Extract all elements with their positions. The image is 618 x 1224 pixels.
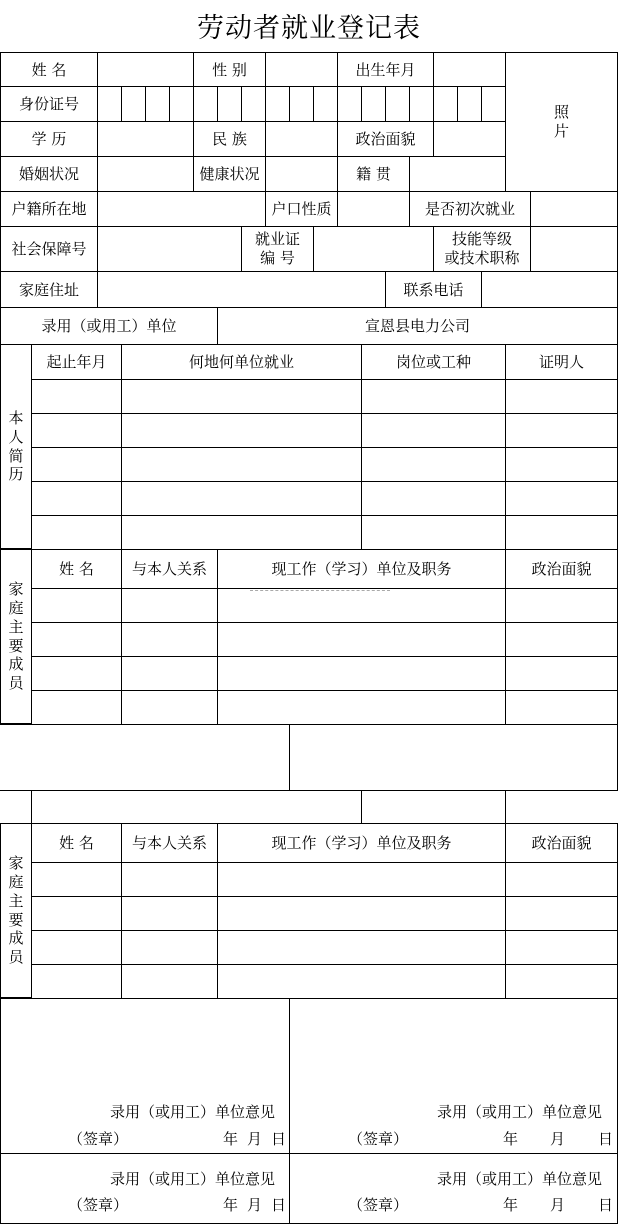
family-cell[interactable] (217, 690, 506, 725)
birth-field[interactable] (433, 52, 506, 87)
address-field[interactable] (97, 271, 386, 308)
family-cell[interactable] (217, 622, 506, 657)
date-month: 月 (550, 1196, 566, 1214)
employer-value[interactable] (217, 307, 618, 345)
resume-header-witness-text: 证明人 (538, 353, 584, 371)
id-digit-box[interactable] (361, 86, 386, 122)
first-job-field[interactable] (530, 191, 618, 227)
family-header-relation-text: 与本人关系 (131, 834, 207, 852)
blank-cell (31, 790, 362, 824)
employer-label-text: 录用（或用工）单位 (41, 317, 177, 335)
skill-label-line2: 或技术职称 (444, 249, 520, 267)
date-year: 年 (503, 1196, 519, 1214)
hukou-type-label-text: 户口性质 (271, 200, 332, 218)
education-label (0, 121, 98, 157)
family-header-work-text: 现工作（学习）单位及职务 (271, 834, 452, 852)
ethnicity-label (193, 121, 266, 157)
skill-label-line1: 技能等级 (451, 230, 512, 249)
family-cell[interactable] (121, 930, 218, 965)
resume-header-period (31, 344, 122, 380)
id-label-text: 身份证号 (18, 95, 79, 113)
hukou-place-label-text: 户籍所在地 (11, 200, 87, 218)
family-header-name-text: 姓 名 (59, 834, 94, 852)
native-label (337, 156, 410, 192)
date-year: 年 (503, 1130, 519, 1148)
resume-cell[interactable] (121, 515, 362, 550)
family-side-label (0, 549, 32, 724)
id-digit-box[interactable] (217, 86, 242, 122)
birth-label (337, 52, 434, 87)
id-digit-box[interactable] (313, 86, 338, 122)
family-side-label-text: 家庭主要成员 (8, 580, 24, 692)
resume-header-position (361, 344, 506, 380)
date-day: 日 (598, 1196, 614, 1214)
date-month: 月 (247, 1130, 263, 1148)
family-cell[interactable] (31, 622, 122, 657)
date-year: 年 (223, 1130, 239, 1148)
resume-cell[interactable] (31, 413, 122, 448)
birth-label-text: 出生年月 (355, 60, 416, 79)
skill-field[interactable] (530, 226, 618, 272)
family-cell[interactable] (217, 656, 506, 691)
family-header-political (505, 823, 618, 863)
resume-header-position-text: 岗位或工种 (395, 353, 471, 371)
phone-label-text: 联系电话 (403, 280, 464, 299)
education-field[interactable] (97, 121, 194, 157)
name-field[interactable] (97, 52, 194, 87)
sign-label: （签章） (348, 1130, 409, 1148)
health-label-text: 健康状况 (199, 165, 260, 183)
family-header-name-text: 姓 名 (59, 560, 94, 578)
family-cell[interactable] (121, 964, 218, 999)
gender-label (193, 52, 266, 87)
resume-cell[interactable] (361, 413, 506, 448)
family-header-relation (121, 823, 218, 863)
resume-cell[interactable] (505, 515, 618, 550)
family-cell[interactable] (121, 896, 218, 931)
family-cell[interactable] (31, 930, 122, 965)
date-day: 日 (271, 1130, 287, 1148)
id-digit-box[interactable] (409, 86, 434, 122)
resume-cell[interactable] (361, 379, 506, 414)
date-month: 月 (550, 1130, 566, 1148)
id-label (0, 86, 98, 122)
resume-cell[interactable] (121, 447, 362, 482)
resume-cell[interactable] (505, 379, 618, 414)
date-month: 月 (247, 1196, 263, 1214)
resume-header-workplace-text: 何地何单位就业 (188, 353, 294, 371)
resume-cell[interactable] (31, 481, 122, 516)
photo-label: 照片 (553, 103, 569, 140)
resume-cell[interactable] (121, 481, 362, 516)
address-label (0, 271, 98, 308)
gender-field[interactable] (265, 52, 338, 87)
resume-cell[interactable] (505, 447, 618, 482)
blank-area (289, 724, 618, 791)
id-digit-box[interactable] (457, 86, 482, 122)
health-label (193, 156, 266, 192)
id-digit-box[interactable] (241, 86, 266, 122)
employment-cert-label-line2: 编 号 (260, 249, 295, 267)
family-cell[interactable] (31, 964, 122, 999)
employer-value-text: 宣恩县电力公司 (364, 317, 470, 335)
first-job-label (409, 191, 531, 227)
political-field[interactable] (433, 121, 506, 157)
family-header-work-text: 现工作（学习）单位及职务 (271, 560, 452, 578)
resume-cell[interactable] (121, 413, 362, 448)
phone-field[interactable] (481, 271, 618, 308)
marital-label-text: 婚姻状况 (18, 165, 79, 183)
employment-cert-label (241, 226, 314, 272)
resume-cell[interactable] (31, 515, 122, 550)
employment-cert-field[interactable] (313, 226, 434, 272)
id-digit-box[interactable] (337, 86, 362, 122)
family-cell[interactable] (121, 656, 218, 691)
family-side-label (0, 823, 32, 998)
id-digit-box[interactable] (433, 86, 458, 122)
hukou-place-field[interactable] (97, 191, 266, 227)
resume-cell[interactable] (361, 481, 506, 516)
family-cell[interactable] (505, 862, 618, 897)
employment-cert-label-line1: 就业证 (254, 230, 300, 249)
sign-label: （签章） (68, 1130, 129, 1148)
opinion-box-right[interactable] (289, 998, 618, 1154)
family-cell[interactable] (31, 862, 122, 897)
family-cell[interactable] (121, 690, 218, 725)
family-header-political (505, 549, 618, 589)
resume-cell[interactable] (361, 515, 506, 550)
resume-cell[interactable] (505, 413, 618, 448)
family-cell[interactable] (505, 964, 618, 999)
family-cell[interactable] (31, 588, 122, 623)
resume-cell[interactable] (31, 447, 122, 482)
family-cell[interactable] (217, 588, 506, 623)
family-cell[interactable] (217, 862, 506, 897)
marital-field[interactable] (97, 156, 194, 192)
family-header-name (31, 823, 122, 863)
family-header-name (31, 549, 122, 589)
resume-cell[interactable] (361, 447, 506, 482)
social-security-label-text: 社会保障号 (11, 240, 87, 258)
address-label-text: 家庭住址 (18, 280, 79, 299)
resume-side-label (0, 344, 32, 549)
opinion-label: 录用（或用工）单位意见 (437, 1103, 603, 1121)
family-header-work (217, 549, 506, 589)
social-security-label (0, 226, 98, 272)
opinion-label: 录用（或用工）单位意见 (437, 1170, 603, 1188)
opinion-label: 录用（或用工）单位意见 (110, 1103, 276, 1121)
date-day: 日 (271, 1196, 287, 1214)
date-day: 日 (598, 1130, 614, 1148)
resume-header-workplace (121, 344, 362, 380)
family-cell[interactable] (505, 690, 618, 725)
page-title: 劳动者就业登记表 (197, 13, 421, 44)
family-cell[interactable] (121, 862, 218, 897)
resume-header-period-text: 起止年月 (46, 353, 107, 371)
sign-label: （签章） (348, 1196, 409, 1214)
name-label (0, 52, 98, 87)
skill-label (433, 226, 531, 272)
resume-side-label-text: 本人简历 (8, 409, 24, 484)
id-digit-box[interactable] (121, 86, 146, 122)
family-header-political-text: 政治面貌 (531, 560, 592, 578)
phone-label (385, 271, 482, 308)
ethnicity-field[interactable] (265, 121, 338, 157)
sign-label: （签章） (68, 1196, 129, 1214)
id-digit-box[interactable] (97, 86, 122, 122)
education-label-text: 学 历 (31, 130, 67, 148)
resume-cell[interactable] (31, 379, 122, 414)
family-header-political-text: 政治面貌 (531, 834, 592, 852)
date-year: 年 (223, 1196, 239, 1214)
id-digit-box[interactable] (193, 86, 218, 122)
health-field[interactable] (265, 156, 338, 192)
family-cell[interactable] (505, 622, 618, 657)
id-digit-box[interactable] (169, 86, 194, 122)
blank-area (0, 724, 290, 791)
family-cell[interactable] (505, 930, 618, 965)
family-cell[interactable] (121, 588, 218, 623)
name-label-text: 姓 名 (31, 60, 67, 79)
id-digit-box[interactable] (289, 86, 314, 122)
resume-cell[interactable] (121, 379, 362, 414)
gender-label-text: 性 别 (212, 60, 247, 79)
resume-header-witness (505, 344, 618, 380)
hukou-type-field[interactable] (337, 191, 410, 227)
marital-label (0, 156, 98, 192)
family-cell[interactable] (31, 896, 122, 931)
family-cell[interactable] (505, 896, 618, 931)
native-label-text: 籍 贯 (356, 165, 391, 183)
opinion-label: 录用（或用工）单位意见 (110, 1170, 276, 1188)
family-cell[interactable] (31, 690, 122, 725)
id-digit-box[interactable] (265, 86, 290, 122)
id-digit-box[interactable] (145, 86, 170, 122)
blank-cell (361, 790, 506, 824)
family-cell[interactable] (505, 588, 618, 623)
family-cell[interactable] (217, 896, 506, 931)
family-cell[interactable] (505, 656, 618, 691)
hukou-type-label (265, 191, 338, 227)
native-field[interactable] (409, 156, 506, 192)
social-security-field[interactable] (97, 226, 242, 272)
hukou-place-label (0, 191, 98, 227)
family-header-relation (121, 549, 218, 589)
family-cell[interactable] (217, 964, 506, 999)
family-header-relation-text: 与本人关系 (131, 560, 207, 578)
ethnicity-label-text: 民 族 (212, 130, 247, 148)
id-digit-box[interactable] (385, 86, 410, 122)
first-job-label-text: 是否初次就业 (424, 200, 515, 218)
employer-label (0, 307, 218, 345)
family-header-work (217, 823, 506, 863)
political-label (337, 121, 434, 157)
political-label-text: 政治面貌 (355, 130, 416, 148)
family-cell[interactable] (121, 622, 218, 657)
family-cell[interactable] (31, 656, 122, 691)
photo-box[interactable] (505, 52, 618, 192)
dashed-line (250, 590, 390, 591)
family-side-label-text: 家庭主要成员 (8, 854, 24, 966)
family-cell[interactable] (217, 930, 506, 965)
resume-cell[interactable] (505, 481, 618, 516)
id-digit-box[interactable] (481, 86, 506, 122)
